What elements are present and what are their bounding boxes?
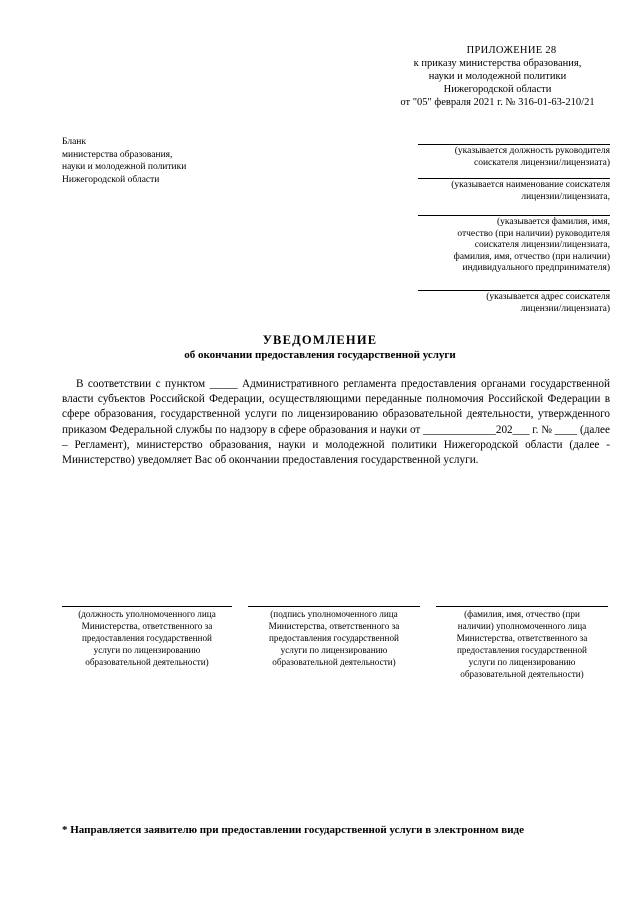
signature-caption: (должность уполномоченного лица <box>78 609 216 619</box>
signature-caption: образовательной деятельности) <box>460 669 584 679</box>
recipient-caption: лицензии/лицензиата) <box>520 303 610 314</box>
appendix-header <box>370 44 625 109</box>
signature-caption: Министерства, ответственного за <box>456 633 588 643</box>
recipient-caption: (указывается должность руководителя <box>454 146 610 156</box>
signature-name-line <box>436 606 608 607</box>
document-subtitle: об окончании предоставления государственной услуги <box>184 349 456 361</box>
signature-caption: Министерства, ответственного за <box>268 621 400 631</box>
recipient-caption: соискателя лицензии/лицензиата) <box>474 157 610 168</box>
signature-position-line <box>62 606 232 607</box>
recipient-name-line <box>418 178 610 179</box>
recipient-fio-line <box>418 215 610 216</box>
recipient-name-field <box>418 178 610 203</box>
signature-caption: наличии) уполномоченного лица <box>457 621 587 631</box>
recipient-position-line <box>418 144 610 145</box>
recipient-caption: индивидуального предпринимателя) <box>462 263 610 273</box>
recipient-fio-field <box>418 215 610 275</box>
letterhead-line: Бланк <box>62 137 86 147</box>
recipient-caption: отчество (при наличии) руководителя <box>457 228 610 239</box>
signature-caption: (подпись уполномоченного лица <box>270 609 398 619</box>
signature-sign-field <box>248 606 420 668</box>
signature-caption: Министерства, ответственного за <box>81 621 213 631</box>
signature-caption: предоставления государственной <box>82 633 212 643</box>
recipient-position-field <box>418 144 610 169</box>
appendix-order-reference: от "05" февраля 2021 г. № 316-01-63-210/21 <box>400 97 595 108</box>
document-heading <box>0 332 640 363</box>
signature-caption: предоставления государственной <box>269 633 399 643</box>
appendix-line: Нижегородской области <box>443 84 552 95</box>
signature-caption: услуги по лицензированию <box>93 645 201 655</box>
signature-sign-line <box>248 606 420 607</box>
appendix-title: ПРИЛОЖЕНИЕ 28 <box>466 45 557 56</box>
letterhead-line: науки и молодежной политики <box>62 162 187 172</box>
signature-caption: образовательной деятельности) <box>85 657 209 667</box>
letterhead <box>62 136 186 186</box>
signature-position-field <box>62 606 232 668</box>
recipient-address-field <box>418 290 610 315</box>
footnote: * Направляется заявителю при предоставлении государственной услуги в электронном виде <box>62 824 524 836</box>
recipient-caption: (указывается наименование соискателя <box>451 180 610 190</box>
appendix-line: к приказу министерства образования, <box>413 58 582 69</box>
letterhead-line: министерства образования, <box>62 149 173 160</box>
signature-caption: услуги по лицензированию <box>468 657 576 667</box>
appendix-line: науки и молодежной политики <box>428 71 567 82</box>
signature-caption: услуги по лицензированию <box>280 645 388 655</box>
recipient-caption: (указывается адрес соискателя <box>486 292 610 302</box>
recipient-caption: соискателя лицензии/лицензиата, <box>474 240 610 250</box>
signature-name-field <box>436 606 608 680</box>
notification-body: В соответствии с пунктом _____ Административного регламента предоставления органами государственной власти субъектов Российской Федерации, осуществляющими переданные полномочия Российской Федерации в сфере образования, государственной услуги по лицензированию образовательной деятельности, утвержденного приказом Федеральной службы по надзору в сфере образования и науки от _____________202___ г. № ____ (далее – Регламент), министерство образования, науки и молодежной политики Нижегородской области (далее - Министерство) уведомляет Вас об окончании предоставления государственной услуги. <box>62 378 610 467</box>
signature-caption: (фамилия, имя, отчество (при <box>464 609 580 619</box>
recipient-caption: лицензии/лицензиата, <box>521 191 610 202</box>
recipient-caption: фамилия, имя, отчество (при наличии) <box>453 251 610 262</box>
letterhead-line: Нижегородской области <box>62 174 160 185</box>
signature-caption: предоставления государственной <box>457 645 587 655</box>
recipient-address-line <box>418 290 610 291</box>
signature-caption: образовательной деятельности) <box>272 657 396 667</box>
recipient-caption: (указывается фамилия, имя, <box>496 217 610 227</box>
document-title: УВЕДОМЛЕНИЕ <box>262 333 378 347</box>
